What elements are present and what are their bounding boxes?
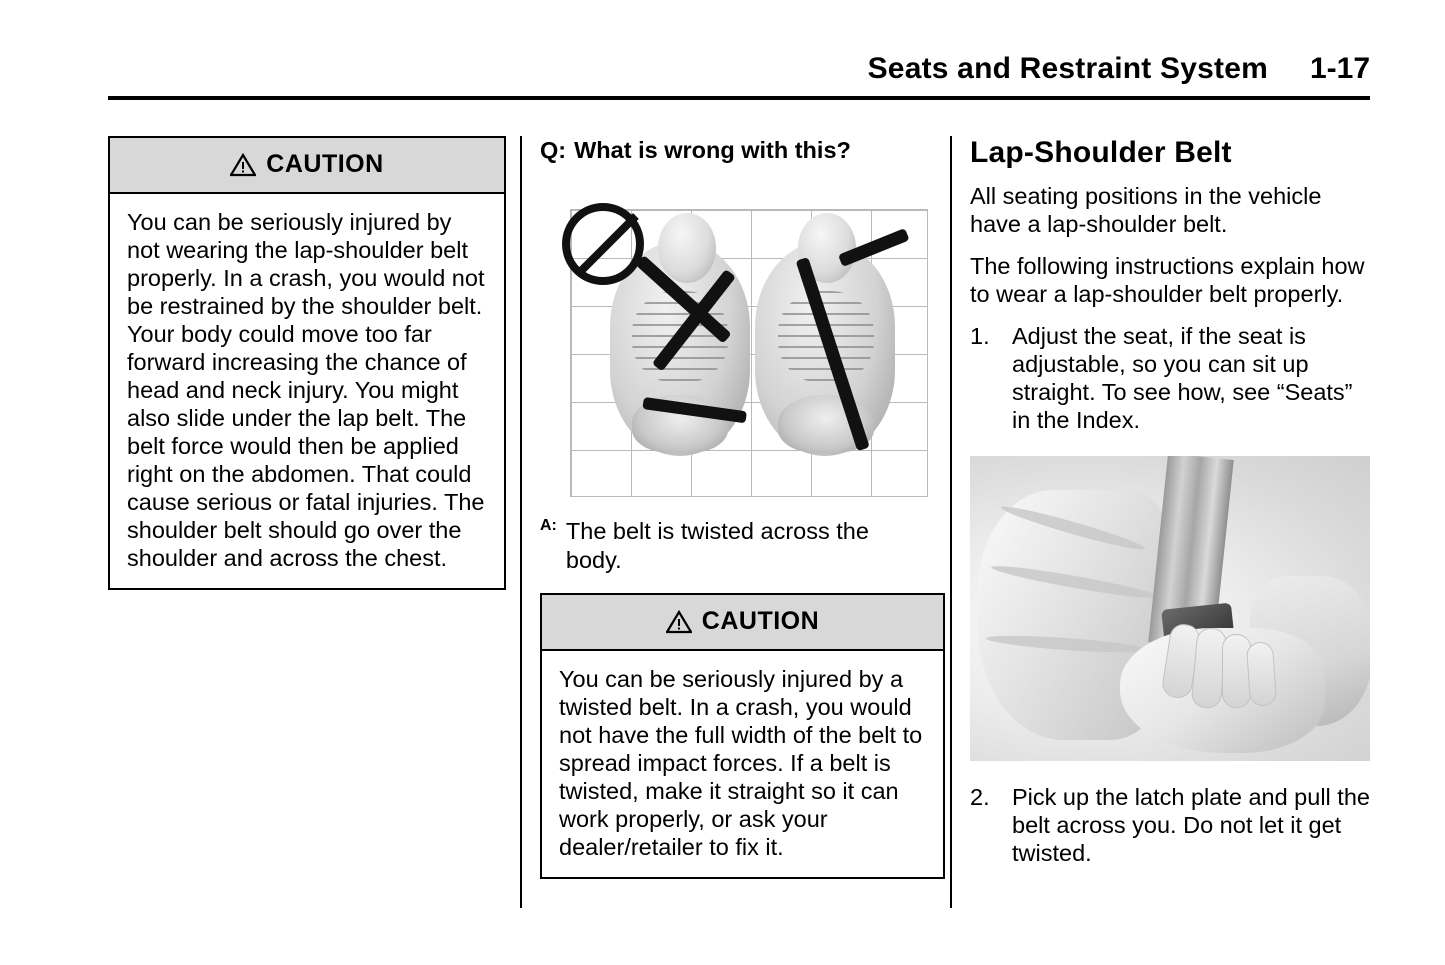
- caution-box-twisted-belt: [540, 593, 945, 879]
- column-middle: [540, 136, 945, 916]
- step-1-text: Adjust the seat, if the seat is adjustable, so you can sit up straight. To see how, see “Seats” in the Index.: [1012, 323, 1353, 433]
- warning-triangle-icon: [666, 610, 692, 634]
- caution-box-belt-wear: [108, 136, 506, 590]
- caution-label: CAUTION: [266, 150, 384, 178]
- answer-line: [540, 517, 945, 575]
- question-line: [540, 136, 945, 165]
- column-divider-2: [950, 136, 952, 908]
- warning-triangle-icon: [230, 153, 256, 177]
- step-1-number: 1.: [970, 323, 990, 349]
- step-2-number: 2.: [970, 784, 990, 810]
- question-label: Q:: [540, 137, 567, 163]
- caution-label: CAUTION: [701, 607, 820, 635]
- section-title: Lap-Shoulder Belt: [970, 136, 1232, 169]
- answer-label: A:: [540, 517, 557, 534]
- prohibition-icon: [562, 203, 644, 285]
- caution-text: You can be seriously injured by a twisted belt. In a crash, you would not have the full width of the belt to spread impact forces. If a belt is twisted, make it straight so it can work properly, or ask your dealer/retailer to fix it.: [559, 666, 923, 860]
- page-title: Seats and Restraint System: [867, 52, 1268, 85]
- head-left: [658, 213, 716, 283]
- header-divider: [108, 96, 1370, 100]
- paragraph-1: All seating positions in the vehicle have a lap-shoulder belt.: [970, 183, 1322, 237]
- paragraph-2: The following instructions explain how to wear a lap-shoulder belt properly.: [970, 253, 1365, 307]
- caution-header: [542, 595, 943, 651]
- figure-twisted-belt-illustration: [540, 181, 935, 501]
- finger: [1222, 634, 1251, 708]
- question-text: What is wrong with this?: [574, 137, 851, 163]
- figure-latch-plate-photo: [970, 456, 1370, 761]
- page-columns: [108, 136, 1373, 916]
- page-number: 1-17: [1309, 52, 1370, 85]
- column-right: [970, 136, 1373, 916]
- column-divider-1: [520, 136, 522, 908]
- caution-body: [110, 194, 504, 588]
- caution-header: [110, 138, 504, 194]
- step-2-text: Pick up the latch plate and pull the belt across you. Do not let it get twisted.: [1012, 784, 1370, 866]
- page-header: [108, 52, 1370, 86]
- column-left: [108, 136, 506, 916]
- step-2: [970, 783, 1373, 867]
- finger: [1246, 641, 1277, 707]
- answer-text: The belt is twisted across the body.: [565, 518, 869, 573]
- caution-text: You can be seriously injured by not wearing the lap-shoulder belt properly. In a crash, you would not be restrained by the shoulder belt. Your body could move too far forward increasing the chance of head and neck injury. You might also slide under the lap belt. The belt force would then be applied right on the abdomen. That could cause serious or fatal injuries. The shoulder belt should go over the shoulder and across the chest.: [127, 209, 485, 571]
- step-1: [970, 322, 1373, 434]
- caution-body: [542, 651, 943, 877]
